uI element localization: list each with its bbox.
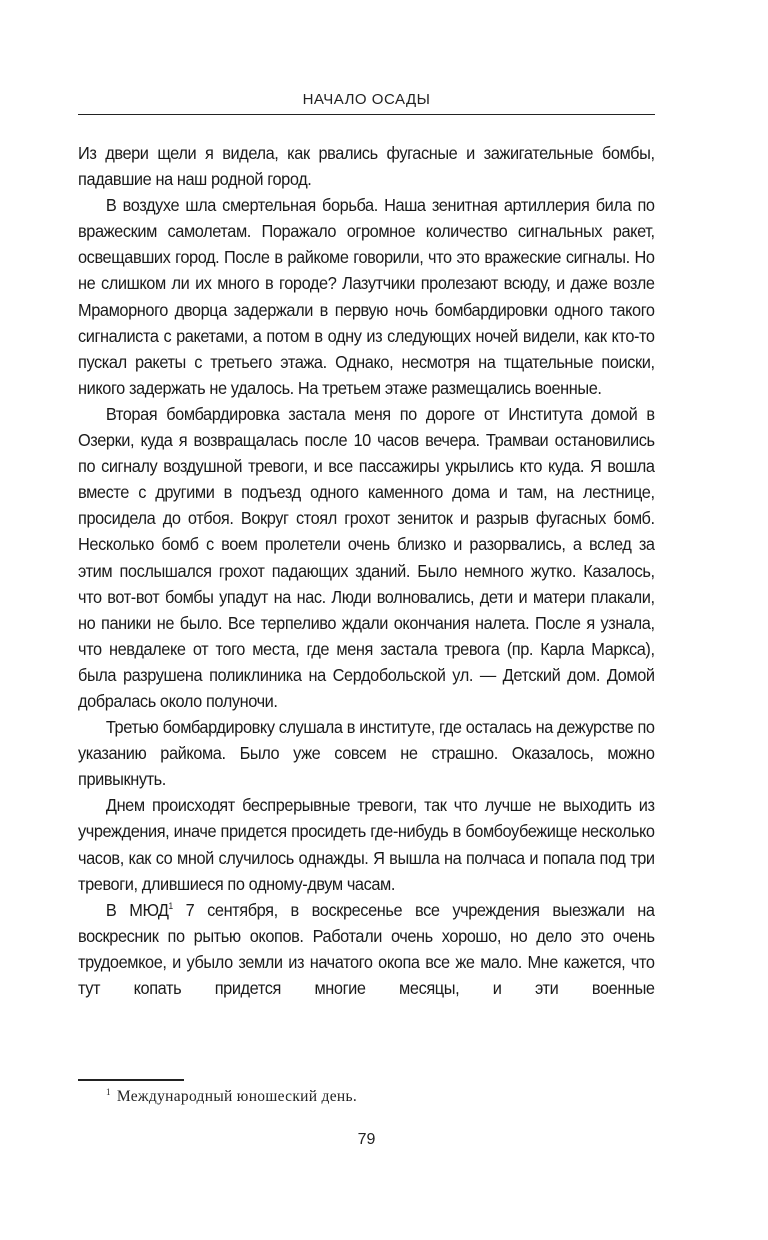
footnote-rule — [78, 1079, 184, 1081]
footnote-reference: 1 — [168, 900, 173, 911]
paragraph-1: Из двери щели я видела, как рвались фугасные и зажигательные бомбы, падавшие на наш родной город. — [78, 143, 655, 190]
page-number: 79 — [357, 1131, 376, 1148]
footnote — [106, 1087, 357, 1106]
paragraph-3: Вторая бомбардировка застала меня по дороге от Института домой в Озерки, куда я возвращалась после 10 часов вечера. Трамваи остановились по сигналу воздушной тревоги, и все пассажиры укрылись кто куда. Я вошла вместе с другими в подъезд одного каменного дома и там, на лестнице, просидела до отбоя. Вокруг стоял грохот зениток и разрыв фугасных бомб. Несколько бомб с воем пролетели очень близко и разорвались, а вслед за этим послышался грохот падающих зданий. Было немного жутко. Казалось, что вот-вот бомбы упадут на нас. Люди волновались, дети и матери плакали, но паники не было. Все терпеливо ждали окончания налета. После я узнала, что невдалеке от того места, где меня застала тревога (пр. Карла Маркса), была разрушена поликлиника на Сердобольской ул. — Детский дом. Домой добралась около полуночи. — [78, 403, 655, 711]
paragraph-6 — [78, 897, 655, 1001]
header-rule — [78, 114, 655, 115]
paragraph-6-start: В МЮД — [105, 899, 169, 920]
footnote-text: Международный юношеский день. — [116, 1088, 358, 1105]
paragraph-5: Днем происходят беспрерывные тревоги, так что лучше не выходить из учреждения, иначе придется просидеть где-нибудь в бомбоубежище несколько часов, как со мной случилось однажды. Я вышла на полчаса и попала под три тревоги, длившиеся по одному-двум часам. — [78, 795, 655, 894]
running-title: НАЧАЛО ОСАДЫ — [302, 91, 431, 108]
paragraph-6-rest: 7 сентября, в воскресенье все учреждения выезжали на воскресник по рытью окопов. Работали очень хорошо, но дело это очень трудоемкое, и убыло земли из начатого окопа все же мало. Мне кажется, что тут копать придется многие месяцы, и эти военные — [78, 899, 655, 998]
paragraph-4: Третью бомбардировку слушала в институте, где осталась на дежурстве по указанию райкома. Было уже совсем не страшно. Оказалось, можно привыкнуть. — [78, 717, 655, 790]
book-page — [78, 0, 655, 1240]
footnote-marker: 1 — [106, 1087, 111, 1097]
main-text — [78, 140, 655, 1001]
paragraph-2: В воздухе шла смертельная борьба. Наша зенитная артиллерия била по вражеским самолетам. Поражало огромное количество сигнальных ракет, освещавших город. После в райкоме говорили, что это вражеские сигналы. Но не слишком ли их много в городе? Лазутчики пролезают всюду, и даже возле Мраморного дворца задержали в первую ночь бомбардировки одного такого сигналиста с ракетами, а потом в одну из следующих ночей видели, как кто-то пускал ракеты с третьего этажа. Однако, несмотря на тщательные поиски, никого задержать не удалось. На третьем этаже размещались военные. — [78, 195, 655, 398]
